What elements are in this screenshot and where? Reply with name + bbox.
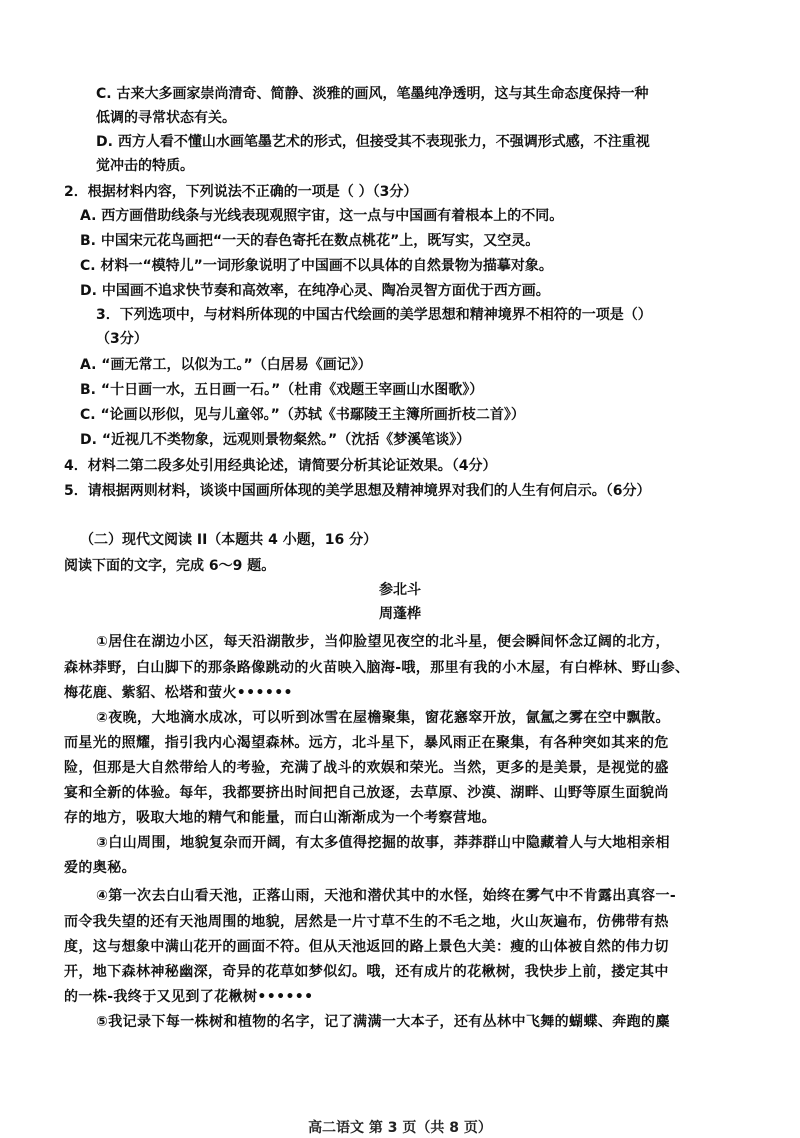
p2-line2: 而星光的照耀，指引我内心渴望森林。远方，北斗星下，暴风雨正在聚集，有各种突如其来的危 [64,735,669,751]
p2-line1: ②夜晚，大地滴水成冰，可以听到冰雪在屋檐聚集，窗花窸窣开放，氤氲之雾在空中飘散。 [96,710,670,726]
q2-option-a: A. 西方画借助线条与光线表现观照宇宙，这一点与中国画有着根本上的不同。 [80,208,564,224]
q3-option-a: A. “画无常工，以似为工。”（白居易《画记》） [80,357,372,373]
p3-line1: ③白山周围，地貌复杂而开阔，有太多值得挖掘的故事，莽莽群山中隐藏着人与大地相亲相 [96,835,670,851]
p4-line5: 的一株-我终于又见到了花楸树•••••• [64,989,314,1005]
q3-option-b: B. “十日画一水，五日画一石。”（杜甫《戏题王宰画山水图歌》） [80,382,484,398]
p1-line1: ①居住在湖边小区，每天沿湖散步，当仰脸望见夜空的北斗星，便会瞬间怀念辽阔的北方， [96,634,670,650]
p4-line2: 而令我失望的还有天池周围的地貌，居然是一片寸草不生的不毛之地，火山灰遍布，仿佛带有热 [64,914,669,930]
page-footer: 高二语文 第 3 页（共 8 页） [308,1120,492,1136]
q3-option-d: D. “近视几不类物象，远观则景物粲然。”（沈括《梦溪笔谈》） [80,432,471,448]
p4-line4: 开，地下森林神秘幽深，奇异的花草如梦似幻。哦，还有成片的花楸树，我快步上前，搂定其中 [64,964,669,980]
p1-line2: 森林莽野，白山脚下的那条路像跳动的火苗映入脑海-哦，那里有我的小木屋，有白桦林、野山参、 [64,660,690,676]
q1-option-c-line1: C. 古来大多画家崇尚清奇、简静、淡雅的画风，笔墨纯净透明，这与其生命态度保持一种 [96,86,649,102]
article-title: 参北斗 [379,582,421,598]
q1-option-c-line2: 低调的寻常状态有关。 [96,110,236,126]
p3-line2: 爱的奥秘。 [64,860,136,876]
q2-option-c: C. 材料一“模特儿”一词形象说明了中国画不以具体的自然景物为描摹对象。 [80,258,553,274]
p2-line3: 险，但那是大自然带给人的考验，充满了战斗的欢娱和荣光。当然，更多的是美景，是视觉的盛 [64,760,669,776]
q2-stem: 2．根据材料内容，下列说法不正确的一项是（ ）（3分） [64,184,418,200]
section-instruction: 阅读下面的文字，完成 6～9 题。 [64,558,276,574]
q2-option-b: B. 中国宋元花鸟画把“一天的春色寄托在数点桃花”上，既写实，又空灵。 [80,233,540,249]
p2-line4: 宴和全新的体验。每年，我都要挤出时间把自己放逐，去草原、沙漠、湖畔、山野等原生面貌尚 [64,785,669,801]
article-author: 周蓬桦 [379,606,421,622]
q4-stem: 4．材料二第二段多处引用经典论述，请简要分析其论证效果。（4分） [64,458,497,474]
p2-line5: 存的地方，吸取大地的精气和能量，而白山渐渐成为一个考察营地。 [64,810,496,826]
q1-option-d-line1: D. 西方人看不懂山水画笔墨艺术的形式，但接受其不表现张力，不强调形式感，不注重视 [96,134,650,150]
q3-option-c: C. “论画以形似，见与儿童邻。”（苏轼《书鄢陵王主簿所画折枝二首》） [80,407,525,423]
q3-stem-line1: 3．下列选项中，与材料所体现的中国古代绘画的美学思想和精神境界不相符的一项是（） [96,307,652,323]
section-heading: （二）现代文阅读 II（本题共 4 小题，16 分） [80,532,378,548]
q1-option-d-line2: 觉冲击的特质。 [96,158,194,174]
p1-line3: 梅花鹿、紫貂、松塔和萤火•••••• [64,685,293,701]
q2-option-d: D. 中国画不追求快节奏和高效率，在纯净心灵、陶冶灵智方面优于西方画。 [80,283,550,299]
q5-stem: 5．请根据两则材料，谈谈中国画所体现的美学思想及精神境界对我们的人生有何启示。（6分） [64,483,651,499]
p5-line1: ⑤我记录下每一株树和植物的名字，记了满满一大本子，还有丛林中飞舞的蝴蝶、奔跑的麋 [96,1014,670,1030]
q3-stem-line2: （3分） [96,331,148,347]
p4-line3: 度，这与想象中满山花开的画面不符。但从天池返回的路上景色大美：瘦的山体被自然的伟力切 [64,939,669,955]
p4-line1: ④第一次去白山看天池，正落山雨，天池和潜伏其中的水怪，始终在雾气中不肯露出真容一- [96,888,677,904]
